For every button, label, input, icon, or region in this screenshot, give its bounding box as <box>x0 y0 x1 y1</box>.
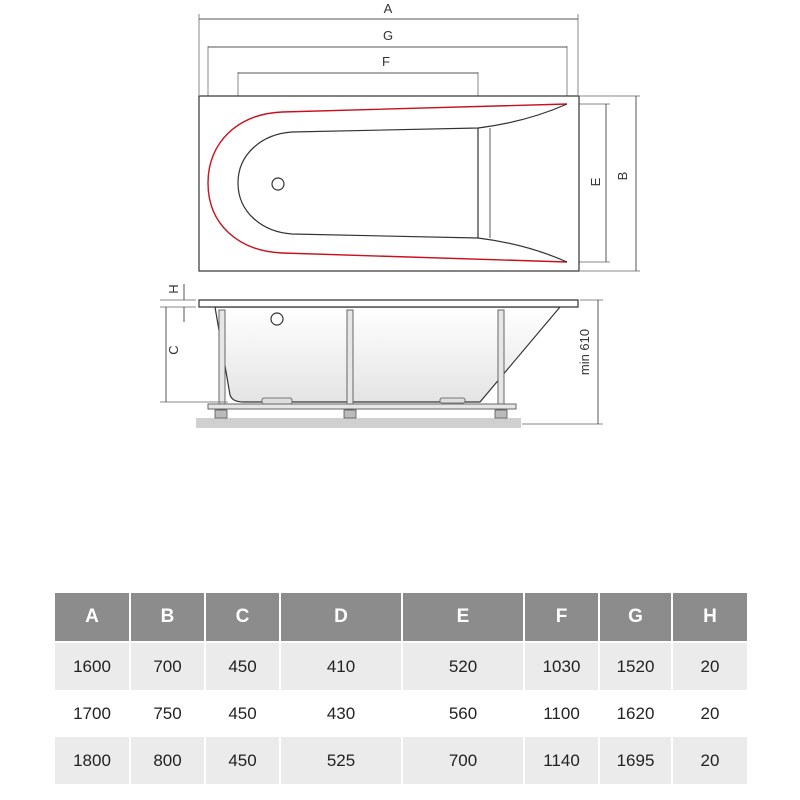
header-f: F <box>524 593 599 641</box>
label-f: F <box>382 54 390 69</box>
label-c: C <box>166 345 181 355</box>
floor-strip <box>196 418 521 428</box>
table-cell: 410 <box>280 643 402 690</box>
table-cell: 700 <box>130 643 205 690</box>
header-c: C <box>205 593 280 641</box>
table-cell: 1030 <box>524 643 599 690</box>
table-cell: 1140 <box>524 737 599 784</box>
table-cell: 750 <box>130 690 205 737</box>
table-cell: 520 <box>402 643 524 690</box>
table-cell: 450 <box>205 643 280 690</box>
label-b: B <box>615 171 630 181</box>
header-a: A <box>55 593 130 641</box>
table-cell: 1520 <box>599 643 672 690</box>
table-cell: 560 <box>402 690 524 737</box>
table-row <box>55 737 747 784</box>
table-cell: 450 <box>205 737 280 784</box>
table-cell: 430 <box>280 690 402 737</box>
tub-rim-side <box>199 300 578 307</box>
label-min610: min 610 <box>577 328 592 376</box>
header-d: D <box>280 593 402 641</box>
tub-body-side <box>215 307 560 402</box>
table-row <box>55 690 747 737</box>
header-e: E <box>402 593 524 641</box>
header-b: B <box>130 593 205 641</box>
table-cell: 20 <box>672 643 747 690</box>
table-cell: 1695 <box>599 737 672 784</box>
label-a: A <box>383 1 393 16</box>
table-cell: 20 <box>672 690 747 737</box>
table-cell: 800 <box>130 737 205 784</box>
label-h: H <box>166 284 181 294</box>
table-cell: 1600 <box>55 643 130 690</box>
table-cell: 450 <box>205 690 280 737</box>
dimensions-table <box>55 593 747 784</box>
table-cell: 1100 <box>524 690 599 737</box>
table-cell: 1800 <box>55 737 130 784</box>
table-cell: 1700 <box>55 690 130 737</box>
header-h: H <box>672 593 747 641</box>
table-cell: 1620 <box>599 690 672 737</box>
table-cell: 700 <box>402 737 524 784</box>
table-cell: 525 <box>280 737 402 784</box>
label-g: G <box>382 28 394 43</box>
overflow-icon <box>271 313 283 325</box>
table-cell: 20 <box>672 737 747 784</box>
drain-icon <box>272 178 284 190</box>
tub-rim-outline <box>199 96 579 271</box>
table-header-row <box>55 593 747 641</box>
label-e: E <box>588 177 603 187</box>
table-row <box>55 643 747 690</box>
side-view <box>160 284 603 428</box>
top-view <box>199 1 640 271</box>
header-g: G <box>599 593 672 641</box>
